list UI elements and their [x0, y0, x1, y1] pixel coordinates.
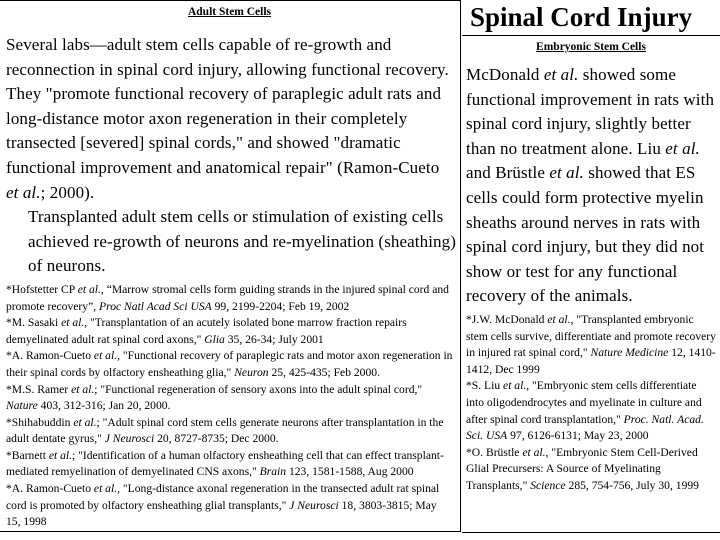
reference-item: [6, 481, 454, 531]
reference-etal: et al.: [547, 312, 571, 326]
adult-references: [0, 282, 460, 531]
reference-item: [466, 312, 716, 378]
reference-journal: Proc. Natl. Acad. Sci. USA: [466, 412, 704, 443]
reference-etal: et al.: [73, 415, 97, 429]
reference-journal: Science: [530, 478, 566, 492]
reference-journal: Glia: [204, 332, 225, 346]
reference-author: *Shihabuddin: [6, 415, 74, 429]
reference-etal: et al.: [522, 445, 546, 459]
reference-journal: J Neurosci: [104, 432, 155, 446]
reference-author: *O. Brüstle: [466, 445, 523, 459]
text: et al.: [543, 65, 579, 84]
reference-rest: 20, 8727-8735; Dec 2000.: [154, 432, 279, 446]
embryonic-references: [462, 312, 720, 495]
reference-item: [6, 382, 454, 415]
reference-rest: 12, 1410-1412, Dec 1999: [466, 346, 716, 376]
reference-title: ; "Identification of a human olfactory ensheathing cell that can effect transplant-mediated remyelination of demyelinated CNS axons,": [6, 448, 444, 479]
paragraph-2: [6, 205, 456, 279]
reference-author: *Hofstetter CP: [6, 282, 78, 296]
reference-author: *S. Liu: [466, 379, 504, 393]
reference-journal: Nature Medicine: [590, 346, 669, 360]
reference-item: [466, 378, 716, 444]
reference-etal: et al.: [503, 379, 527, 393]
text: et al.: [6, 182, 41, 202]
reference-journal: Proc Natl Acad Sci USA: [99, 299, 212, 313]
reference-title: , "Long-distance axonal regeneration in the transected adult rat spinal cord is promoted by olfactory ensheathing glial transplants,": [6, 482, 440, 512]
reference-rest: 123, 1581-1588, Aug 2000: [286, 465, 414, 479]
embryonic-stem-cells-panel: [462, 35, 720, 533]
embryonic-stem-cells-body: [462, 63, 720, 309]
text: Several labs—adult stem cells capable of re-growth and reconnection in spinal cord injury, allowing functional recovery. They "promote functional recovery of paraplegic adult rats and long-distance motor axon regeneration in their completely transected [severed] spinal cords," and showed "dramatic functional improvement and anatomical repair" (Ramon-Cueto: [6, 35, 449, 177]
text: showed some functional improvement in rats with spinal cord injury, slightly better than no treatment alone. Liu: [466, 65, 715, 158]
paragraph-1: [6, 33, 456, 205]
reference-author: *M.S. Ramer: [6, 382, 72, 396]
text: et al.: [549, 163, 584, 183]
reference-title: , “Marrow stromal cells form guiding strands in the injured spinal cord and promote recovery”,: [6, 282, 449, 313]
reference-journal: Brain: [259, 465, 287, 479]
text: showed that ES cells could form protective myelin sheaths around nerves in rats with spinal cord injury, but they did not show or test for any functional recovery of the animals.: [466, 163, 705, 306]
text: Transplanted adult stem cells or stimulation of existing cells achieved re-growth of neurons and re-myelination (sheathing) of neurons.: [28, 207, 457, 276]
reference-journal: J Neurosci: [289, 498, 339, 512]
reference-title: ; "Functional regeneration of sensory axons into the adult spinal cord,": [94, 382, 423, 396]
reference-item: [6, 282, 454, 315]
reference-item: [466, 445, 716, 495]
text: McDonald: [466, 65, 544, 84]
reference-item: [6, 415, 454, 448]
reference-rest: 99, 2199-2204; Feb 19, 2002: [211, 299, 350, 313]
reference-title: , "Transplantation of an acutely isolated bone marrow fraction repairs demyelinated adult rat spinal cord axons,": [6, 316, 407, 346]
adult-stem-cells-body: [0, 33, 460, 279]
reference-rest: 25, 425-435; Feb 2000.: [268, 365, 380, 379]
reference-rest: 35, 26-34; July 2001: [224, 332, 324, 346]
text: and Brüstle: [466, 163, 550, 183]
reference-etal: et al.: [77, 282, 101, 296]
reference-title: , "Embryonic stem cells differentiate into oligodendrocytes and myelinate in culture and after spinal cord transplantation,": [466, 379, 702, 426]
slide-title: Spinal Cord Injury: [470, 2, 693, 32]
reference-rest: 97, 6126-6131; May 23, 2000: [507, 429, 649, 443]
adult-stem-cells-heading: Adult Stem Cells: [187, 6, 272, 18]
reference-author: *J.W. McDonald: [466, 312, 548, 326]
reference-etal: et al.: [93, 349, 118, 363]
reference-author: *Barnett: [6, 448, 49, 462]
reference-rest: 403, 312-316; Jan 20, 2000.: [37, 399, 171, 413]
text: ; 2000).: [40, 182, 95, 202]
text: et al.: [665, 138, 700, 158]
reference-title: , "Functional recovery of paraplegic rats and motor axon regeneration in their spinal cords by olfactory ensheathing glia,": [6, 349, 453, 379]
reference-title: ; "Adult spinal cord stem cells generate neurons after transplantation in the adult dentate gyrus,": [6, 415, 444, 446]
reference-item: [6, 315, 454, 348]
reference-title: , "Embryonic Stem Cell-Derived Glial Precursers: A Source of Myelinating Transplants,": [466, 445, 698, 492]
reference-item: [6, 448, 454, 481]
reference-author: *M. Sasaki: [6, 316, 62, 330]
embryonic-stem-cells-heading: Embryonic Stem Cells: [536, 41, 646, 53]
reference-etal: et al.: [48, 448, 73, 462]
reference-etal: et al.: [71, 382, 95, 396]
reference-item: [6, 348, 454, 381]
reference-rest: 285, 754-756, July 30, 1999: [565, 478, 699, 492]
reference-author: *A. Ramon-Cueto: [6, 482, 94, 496]
reference-title: , "Transplanted embryonic stem cells survive, differentiate and promote recovery in injured rat spinal cord,": [466, 312, 716, 360]
reference-etal: et al.: [61, 316, 85, 330]
reference-journal: Nature: [6, 399, 38, 413]
reference-etal: et al.: [93, 482, 118, 496]
reference-rest: 18, 3803-3815; May 15, 1998: [6, 498, 437, 529]
reference-author: *A. Ramon-Cueto: [6, 349, 94, 363]
reference-journal: Neuron: [234, 365, 269, 379]
